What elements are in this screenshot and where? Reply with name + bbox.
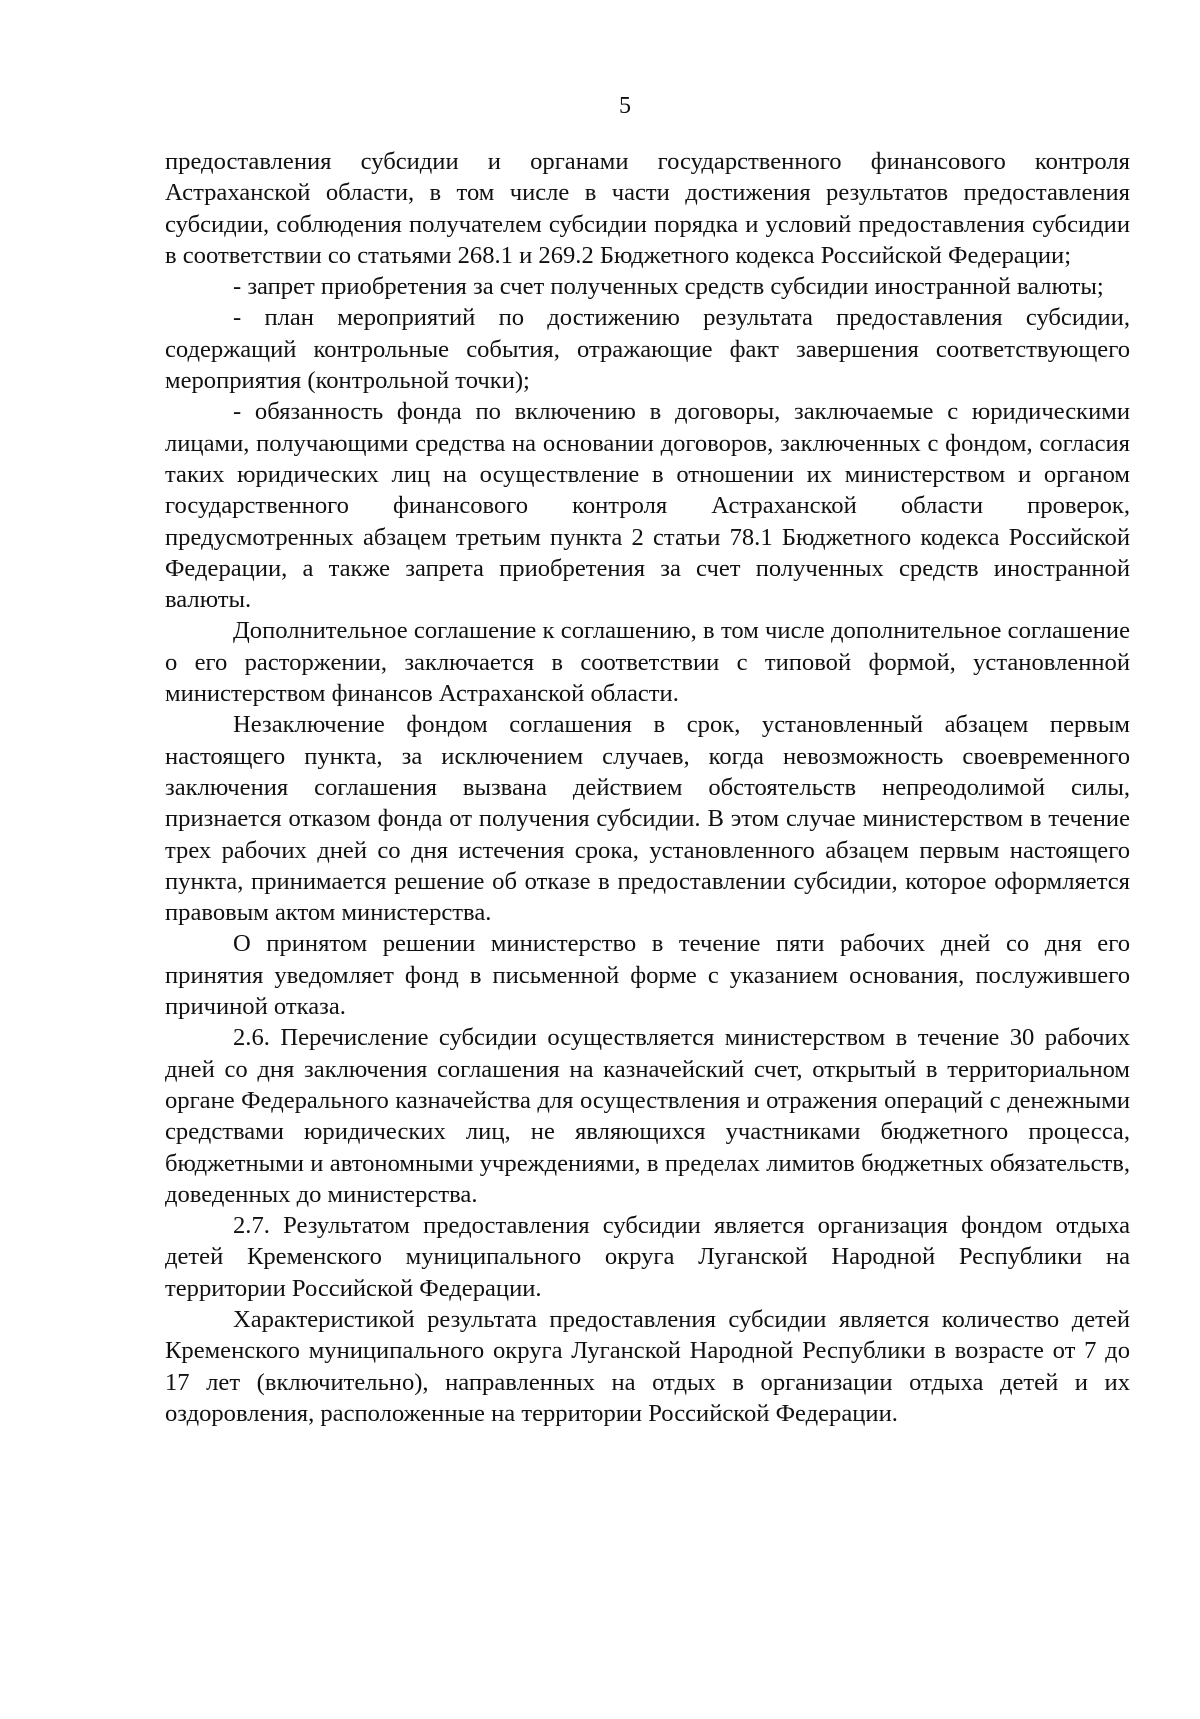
paragraph-action-plan: - план мероприятий по достижению результата предоставления субсидии, содержащий контрольные события, отражающие факт завершения соответствующего мероприятия (контрольной точки); [165, 304, 1130, 395]
paragraph-non-conclusion: Незаключение фондом соглашения в срок, установленный абзацем первым настоящего пункта, за исключением случаев, когда невозможность своевременного заключения соглашения вызвана действием обстоятельств непреодолимой силы, признается отказом фонда от получения субсидии. В этом случае министерством в течение трех рабочих дней со дня истечения срока, установленного абзацем первым настоящего пункта, принимается решение об отказе в предоставлении субсидии, которое оформляется правовым актом министерства. [165, 711, 1130, 927]
paragraph-fund-obligation: - обязанность фонда по включению в договоры, заключаемые с юридическими лицами, получающими средства на основании договоров, заключенных с фондом, согласия таких юридических лиц на осуществление в отношении их министерством и органом государственного финансового контроля Астраханской области проверок, предусмотренных абзацем третьим пункта 2 статьи 78.1 Бюджетного кодекса Российской Федерации, а также запрета приобретения за счет полученных средств иностранной валюты. [165, 398, 1130, 614]
paragraph-section-2-7: 2.7. Результатом предоставления субсидии является организация фондом отдыха детей Кременского муниципального округа Луганской Народной Республики на территории Российской Федерации. [165, 1212, 1130, 1302]
paragraph-subsidy-control: предоставления субсидии и органами государственного финансового контроля Астраханской области, в том числе в части достижения результатов предоставления субсидии, соблюдения получателем субсидии порядка и условий предоставления субсидии в соответствии со статьями 268.1 и 269.2 Бюджетного кодекса Российской Федерации; [165, 148, 1130, 269]
paragraph-section-2-6: 2.6. Перечисление субсидии осуществляется министерством в течение 30 рабочих дней со дня заключения соглашения на казначейский счет, открытый в территориальном органе Федерального казначейства для осуществления и отражения операций с денежными средствами юридических лиц, не являющихся участниками бюджетного процесса, бюджетными и автономными учреждениями, в пределах лимитов бюджетных обязательств, доведенных до министерства. [165, 1024, 1130, 1208]
page-number: 5 [619, 93, 631, 119]
paragraph-decision-notice: О принятом решении министерство в течение пяти рабочих дней со дня его принятия уведомляет фонд в письменной форме с указанием основания, послужившего причиной отказа. [165, 930, 1130, 1021]
paragraph-currency-ban: - запрет приобретения за счет полученных средств субсидии иностранной валюты; [233, 273, 1104, 301]
paragraph-additional-agreement: Дополнительное соглашение к соглашению, в том числе дополнительное соглашение о его расторжении, заключается в соответствии с типовой формой, установленной министерством финансов Астраханской области. [165, 617, 1130, 708]
paragraph-result-characteristic: Характеристикой результата предоставления субсидии является количество детей Кременского муниципального округа Луганской Народной Республики в возрасте от 7 до 17 лет (включительно), направленных на отдых в организации отдыха детей и их оздоровления, расположенные на территории Российской Федерации. [165, 1305, 1130, 1427]
document-body [165, 146, 1130, 1429]
